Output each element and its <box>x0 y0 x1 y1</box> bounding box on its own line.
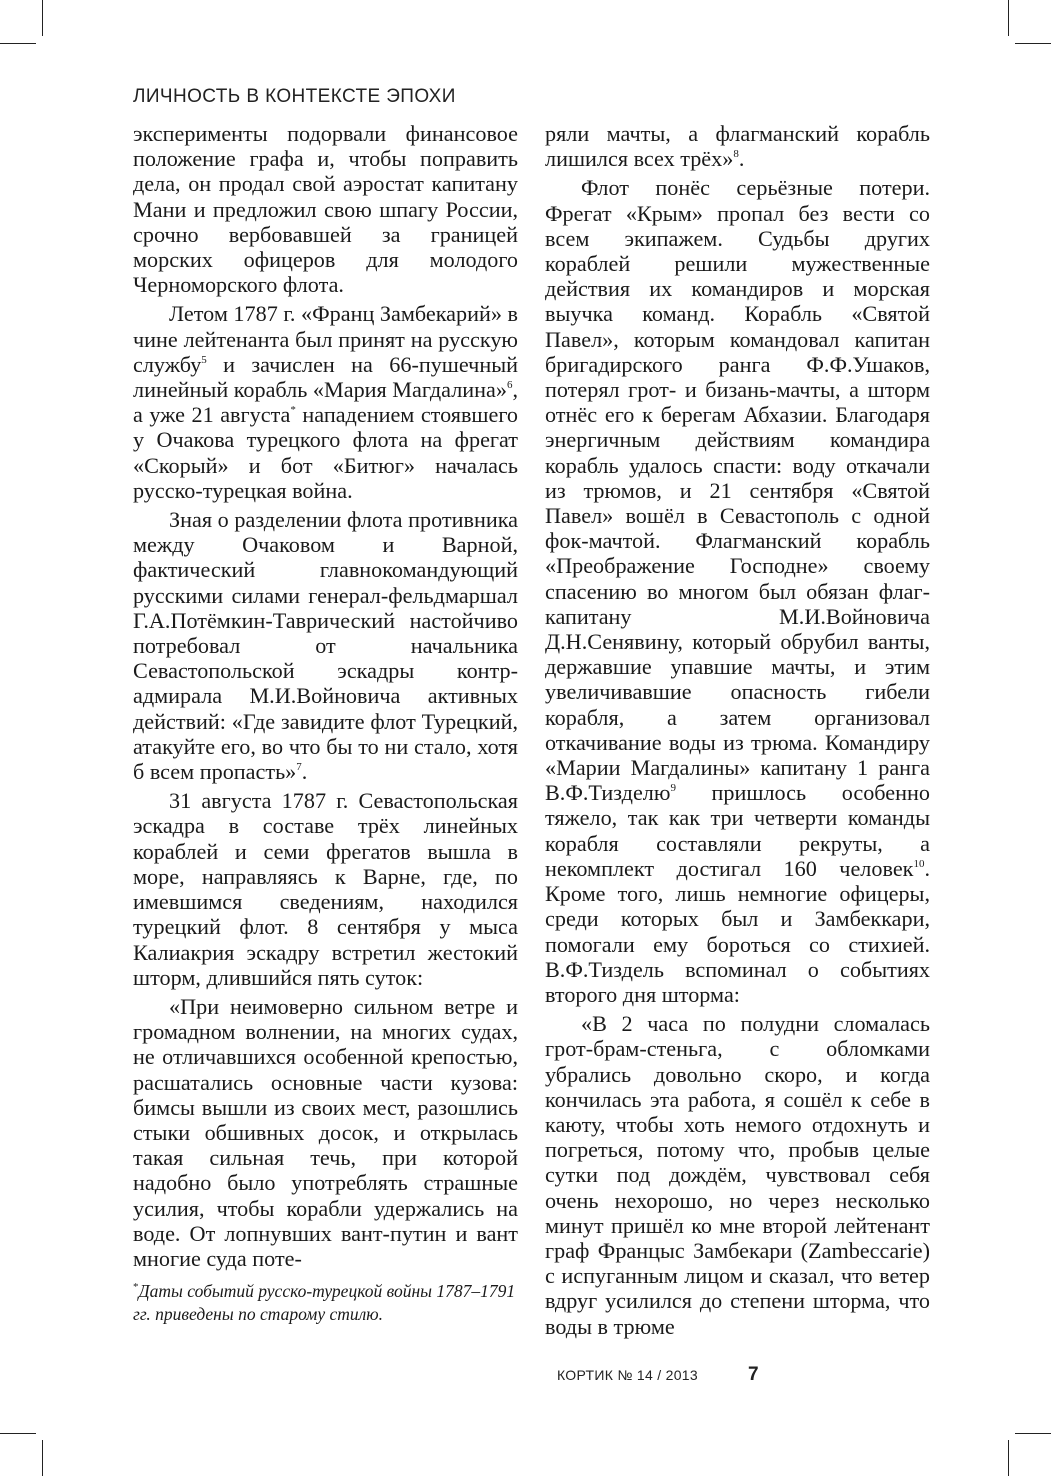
right-column <box>545 121 930 1339</box>
left-column <box>133 121 518 1271</box>
crop-mark <box>1008 1440 1009 1476</box>
crop-mark <box>0 43 36 44</box>
footnote-ref: 6 <box>506 379 513 392</box>
footnote-mark: * <box>133 1281 139 1293</box>
quote-paragraph: «В 2 часа по полудни сломалась грот-брам-стеньга, с обломками убрались довольно скоро, и когда кончилась эта работа, я сошёл к себе в каюту, чтобы хоть немого отдохнуть и погреться, потому что, пробыв целые сутки под дождём, чувствовал себя очень нехорошо, но через несколько минут пришёл ко мне второй лейтенант граф Францыс Замбекари (Zambeccarie) с испуганным лицом и сказал, что ветер вдруг усилился до степени шторма, что воды в трюме <box>545 1011 930 1339</box>
crop-mark <box>1008 0 1009 36</box>
paragraph: Зная о разделении флота противника между Очаковом и Варной, фактический главнокомандующий русскими силами генерал-фельдмаршал Г.А.Потёмкин-Таврический настойчиво потребовал от начальника Севастопольской эскадры контр-адмирала М.И.Войновича активных действий: «Где завидите флот Турецкий, атакуйте его, во что бы то ни стало, хотя б всем пропасть»$^7$. <box>133 507 518 785</box>
crop-mark <box>1015 43 1051 44</box>
paragraph: 31 августа 1787 г. Севастопольская эскадра в составе трёх линейных кораблей и семи фрегатов вышла в море, направляясь к Варне, где, по имевшимся сведениям, находился турецкий флот. 8 сентября у мыса Калиакрия эскадру встретил жестокий шторм, длившийся пять суток: <box>133 788 518 990</box>
footnote-text: Даты событий русско-турецкой войны 1787–1791 гг. приведены по старому стилю. <box>133 1281 516 1324</box>
journal-footer: КОРТИК № 14 / 2013 <box>557 1367 698 1383</box>
footnote-ref: 10 <box>913 857 925 870</box>
crop-mark <box>0 1433 36 1434</box>
footnote-ref: 9 <box>670 782 676 795</box>
footnote <box>133 1280 518 1326</box>
footnote-ref: 7 <box>296 761 302 774</box>
quote-paragraph: «При неимоверно сильном ветре и громадном волнении, на многих судах, не отличавшихся особенной крепостью, расшатались основные части кузова: бимсы вышли из своих мест, разошлись стыки обшивных досок, и открылась такая сильная течь, при которой надобно было употреблять страшные усилия, чтобы корабли удержались на воде. От лопнувших вант-путин и вант многие суда поте- <box>133 993 518 1271</box>
crop-mark <box>42 0 43 36</box>
footnote-ref: 5 <box>201 353 207 366</box>
paragraph: Флот понёс серьёзные потери. Фрегат «Крым» пропал без вести со всем экипажем. Судьбы других кораблей решили мужественные действия их командиров и морская выучка команд. Корабль «Святой Павел», которым командовал капитан бригадирского ранга Ф.Ф.Ушаков, потерял грот- и бизань-мачты, а шторм отнёс его к берегам Абхазии. Благодаря энергичным действиям командира корабль удалось спасти: воду откачали из трюмов, и 21 сентября «Святой Павел» вошёл в Севастополь с одной фок-мачтой. Флагманский корабль «Преображение Господне» своему спасению во многом был обязан флаг-капитану М.И.Войновича Д.Н.Сенявину, который обрубил ванты, державшие упавшие мачты, и этим увеличивавшие опасность гибели корабля, а затем организовал откачивание воды из трюма. Командиру «Марии Магдалины» капитану 1 ранга В.Ф.Тизделю$^9$ пришлось особенно тяжело, так как три четверти команды корабля составляли рекруты, а некомплект достигал 160 человек$^{10}$. Кроме того, лишь немногие офицеры, среди которых был и Замбеккари, помогали ему бороться со стихией. В.Ф.Тиздель вспоминал о событиях второго дня шторма: <box>545 175 930 1007</box>
page-number: 7 <box>748 1364 759 1385</box>
crop-mark <box>42 1440 43 1476</box>
footnote-ref: 8 <box>733 148 739 161</box>
paragraph: ряли мачты, а флагманский корабль лишился всех трёх»$^8$. <box>545 121 930 172</box>
footnote-ref: * <box>290 404 296 417</box>
crop-mark <box>1015 1433 1051 1434</box>
paragraph: Летом 1787 г. «Франц Замбекарий» в чине лейтенанта был принят на русскую службу$^5$ и зачислен на 66-пушечный линейный корабль «Мария Магдалина»$^6$, а уже 21 августа* нападением стоявшего у Очакова турецкого флота на фрегат «Скорый» и бот «Битюг» началась русско-турецкая война. <box>133 301 519 503</box>
running-header: ЛИЧНОСТЬ В КОНТЕКСТЕ ЭПОХИ <box>133 86 456 107</box>
paragraph: эксперименты подорвали финансовое положение графа и, чтобы поправить дела, он продал свой аэростат капитану Мани и предложил свою шпагу России, срочно вербовавшей за границей морских офицеров для молодого Черноморского флота. <box>133 121 518 298</box>
